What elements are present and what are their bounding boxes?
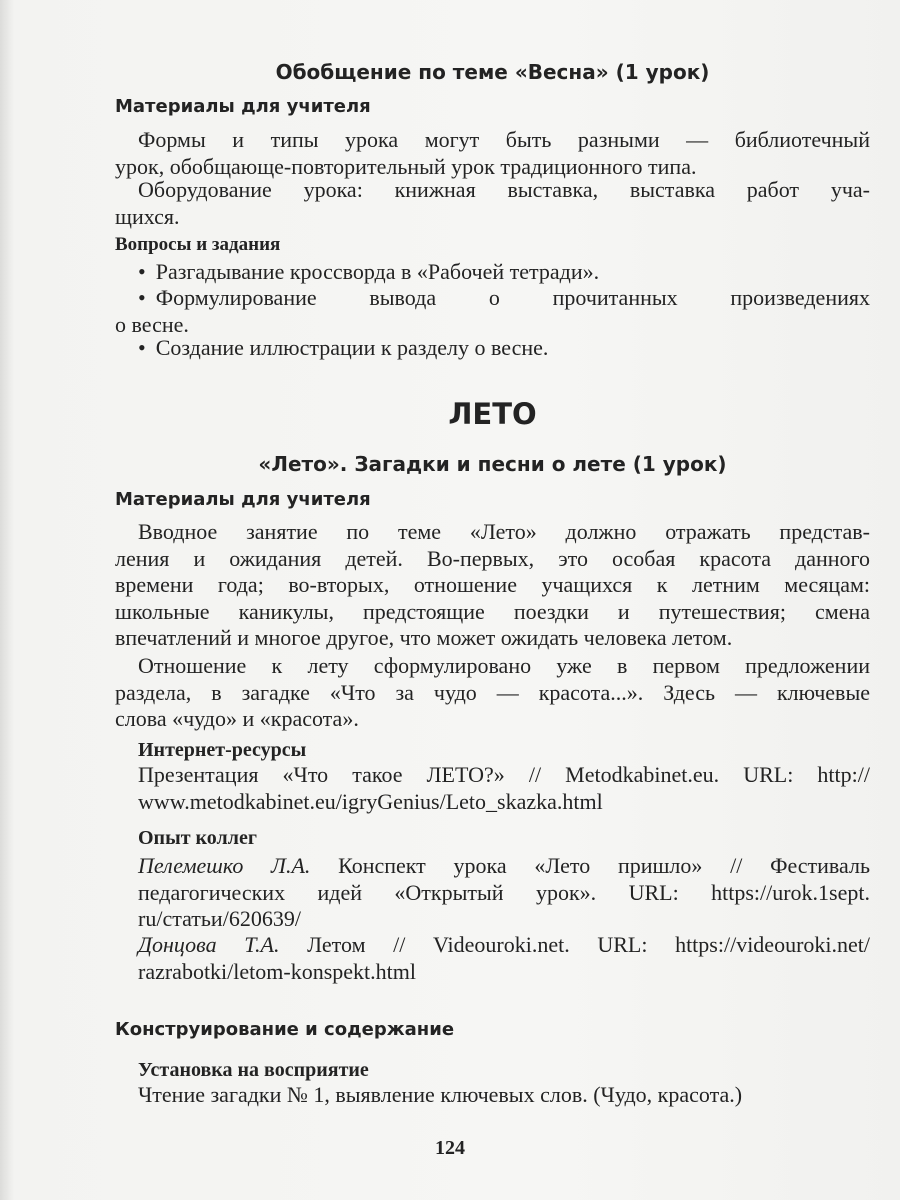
text-line: www.metodkabinet.eu/igryGenius/Leto_skazka.html xyxy=(138,788,603,814)
text-line: Летом // Videouroki.net. URL: https://videouroki.net/ xyxy=(279,932,870,957)
text-line: Презентация «Что такое ЛЕТО?» // Metodkabinet.eu. URL: http:// xyxy=(138,762,870,787)
paragraph xyxy=(115,519,870,652)
text-line: щихся. xyxy=(115,203,180,229)
internet-resource xyxy=(115,762,870,815)
text-line: слова «чудо» и «красота». xyxy=(115,706,359,731)
text-line: Оборудование урока: книжная выставка, выставка работ уча- xyxy=(138,177,870,202)
text-line: • Разгадывание кроссворда в «Рабочей тетради». xyxy=(115,259,870,286)
bullet-item xyxy=(115,335,870,362)
colleagues-heading: Опыт коллег xyxy=(138,827,257,849)
text-line: раздела, в загадке «Что за чудо — красота...». Здесь — ключевые xyxy=(115,679,870,705)
materials-heading: Материалы для учителя xyxy=(115,96,371,117)
paragraph xyxy=(115,653,870,733)
text-line: razrabotki/letom-konspekt.html xyxy=(138,958,416,984)
page-number: 124 xyxy=(435,1137,465,1159)
paragraph xyxy=(115,127,870,180)
questions-heading: Вопросы и задания xyxy=(115,234,281,255)
text-line: Вводное занятие по теме «Лето» должно отражать представ- xyxy=(138,519,870,544)
lesson-title-spring: Обобщение по теме «Весна» (1 урок) xyxy=(275,60,710,84)
construct-heading: Конструирование и содержание xyxy=(115,1019,455,1040)
chapter-title: ЛЕТО xyxy=(448,397,537,431)
lesson-title-summer: «Лето». Загадки и песни о лете (1 урок) xyxy=(258,452,727,476)
setup-heading: Установка на восприятие xyxy=(138,1059,369,1081)
author: Донцова Т.А. xyxy=(138,932,280,957)
text-line: времени года; во-вторых, отношение учащихся к летним месяцам: xyxy=(115,572,870,597)
reference-2 xyxy=(115,932,870,985)
text-line: • Создание иллюстрации к разделу о весне. xyxy=(115,335,870,362)
text-line: впечатлений и многое другое, что может ожидать человека летом. xyxy=(115,625,733,650)
text-line: ления и ожидания детей. Во-первых, это особая красота данного xyxy=(115,545,870,571)
materials-heading: Материалы для учителя xyxy=(115,489,371,510)
paragraph xyxy=(115,1082,870,1109)
text-line: ru/статьи/620639/ xyxy=(138,906,301,931)
text-line: педагогических идей «Открытый урок». URL: https://urok.1sept. xyxy=(138,879,870,905)
author: Пелемешко Л.А. xyxy=(138,853,311,878)
text-line: Конспект урока «Лето пришло» // Фестиваль xyxy=(310,853,870,878)
text-line: Чтение загадки № 1, выявление ключевых слов. (Чудо, красота.) xyxy=(138,1082,743,1107)
text-line: Формы и типы урока могут быть разными — библиотечный xyxy=(138,127,870,152)
text-line: • Формулирование вывода о прочитанных произведениях xyxy=(115,285,870,312)
text-line: о весне. xyxy=(115,311,189,337)
text-line: урок, обобщающе-повторительный урок традиционного типа. xyxy=(115,153,697,179)
text-line: Отношение к лету сформулировано уже в первом предложении xyxy=(138,653,870,678)
bullet-item xyxy=(115,285,870,338)
internet-heading: Интернет-ресурсы xyxy=(138,739,307,761)
bullet-item xyxy=(115,259,870,286)
text-line: школьные каникулы, предстоящие поездки и путешествия; смена xyxy=(115,598,870,624)
paragraph xyxy=(115,177,870,230)
reference-1 xyxy=(115,853,870,933)
